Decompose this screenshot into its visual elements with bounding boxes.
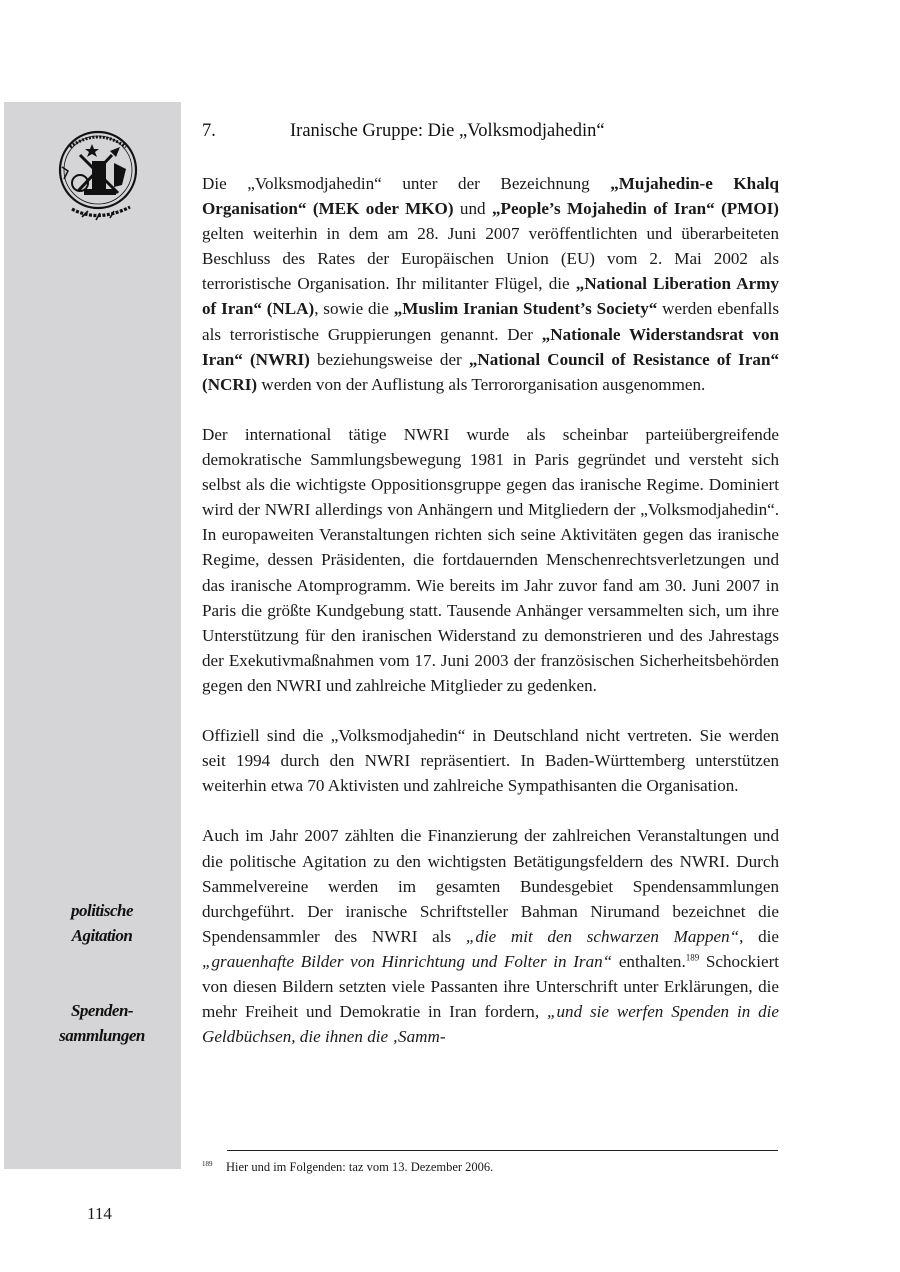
- text-run: Auch im Jahr 2007 zählten die Finanzierung der zahlreichen Veranstaltungen und die politische Agitation zu den wichtigsten Betätigungsfeldern des NWRI. Durch Sammelvereine werden im gesamten Bundesgebiet Spendensammlungen durchgeführt. Der iranische Schriftsteller Bahman Nirumand bezeichnet die Spendensammler des NWRI als: [202, 826, 779, 946]
- section-number: 7.: [202, 121, 216, 141]
- footnote-reference[interactable]: 189: [685, 952, 700, 963]
- text-run: gelten weiterhin in dem am 28. Juni 2007 veröffentlichten und überarbeiteten Beschluss des Rates der Europäischen Union (EU) vom 2. Mai 2002 als terroristische Organisation. Ihr militanter Flügel, die: [202, 224, 779, 294]
- margin-note-political-agitation: [40, 898, 164, 948]
- text-run: enthalten.: [612, 951, 686, 971]
- quote: „die mit den schwarzen Mappen“: [465, 926, 740, 946]
- margin-note-fundraising: [40, 998, 164, 1048]
- body-text: [202, 171, 779, 1049]
- margin-note-line: Spenden-: [70, 1001, 134, 1020]
- bold-term: „National Liberation Army of Iran“ (NLA): [202, 274, 779, 319]
- text-run: werden von der Auflistung als Terrororganisation ausgenommen.: [257, 374, 706, 394]
- paragraph: [202, 823, 779, 1049]
- paragraph: [202, 171, 779, 397]
- mek-emblem-icon: [52, 125, 148, 225]
- quote: „grauenhafte Bilder von Hinrichtung und Folter in Iran“: [202, 951, 613, 971]
- margin-note-line: sammlungen: [59, 1026, 145, 1045]
- margin-note-line: Agitation: [71, 926, 133, 945]
- quote: „und sie werfen Spenden in die Geldbüchsen, die ihnen die ‚Samm-: [202, 1002, 779, 1047]
- page-number: 114: [87, 1204, 112, 1223]
- text-run: werden ebenfalls als terroristische Gruppierungen genannt. Der: [202, 299, 779, 344]
- paragraph: Offiziell sind die „Volksmodjahedin“ in Deutschland nicht vertreten. Sie werden seit 1994 durch den NWRI repräsentiert. In Baden-Württemberg unterstützen weiterhin etwa 70 Aktivisten und zahlreiche Sympathisanten die Organisation.: [202, 726, 779, 796]
- section-heading: [202, 118, 782, 144]
- footnote: [202, 1156, 493, 1175]
- text-run: , sowie die: [314, 299, 394, 319]
- bold-term: „Mujahedin-e Khalq Organisation“ (MEK oder MKO): [202, 174, 779, 219]
- bold-term: „People’s Mojahedin of Iran“ (PMOI): [491, 199, 779, 219]
- paragraph: Der international tätige NWRI wurde als scheinbar parteiübergreifende demokratische Sammlungsbewegung 1981 in Paris gegründet und versteht sich selbst als die wichtigste Oppositionsgruppe gegen das iranische Regime. Dominiert wird der NWRI allerdings von Anhängern und Mitgliedern der „Volksmodjahedin“. In europaweiten Veranstaltungen richten sich seine Aktivitäten gegen das iranische Regime, dessen Präsidenten, die fortdauernden Menschenrechtsverletzungen und das iranische Atomprogramm. Wie bereits im Jahr zuvor fand am 30. Juni 2007 in Paris die größte Kundgebung statt. Tausende Anhänger versammelten sich, um ihre Unterstützung für den iranischen Widerstand zu demonstrieren und des Jahrestags der Exekutivmaßnahmen vom 17. Juni 2003 der französischen Sicherheitsbehörden gegen den NWRI und zahlreiche Mitglieder zu gedenken.: [202, 424, 779, 695]
- text-run: Schockiert von diesen Bildern setzten viele Passanten ihre Unterschrift unter Erklärungen, die mehr Freiheit und Demokratie in Iran fordern,: [202, 951, 780, 1022]
- text-run: und: [453, 199, 492, 219]
- text-run: , die: [739, 926, 779, 946]
- bold-term: „Nationale Widerstandsrat von Iran“ (NWRI): [202, 324, 780, 369]
- footnote-number: 189: [202, 1160, 213, 1168]
- margin-note-line: politische: [70, 901, 134, 920]
- section-title: Iranische Gruppe: Die „Volksmodjahedin“: [290, 121, 605, 141]
- bold-term: „Muslim Iranian Student’s Society“: [393, 299, 658, 319]
- footnote-divider: [227, 1150, 778, 1151]
- text-run: Die „Volksmodjahedin“ unter der Bezeichnung: [202, 174, 611, 193]
- footnote-text: Hier und im Folgenden: taz vom 13. Dezember 2006.: [226, 1160, 494, 1175]
- bold-term: „National Council of Resistance of Iran“ (NCRI): [202, 349, 780, 394]
- text-run: beziehungsweise der: [309, 349, 469, 369]
